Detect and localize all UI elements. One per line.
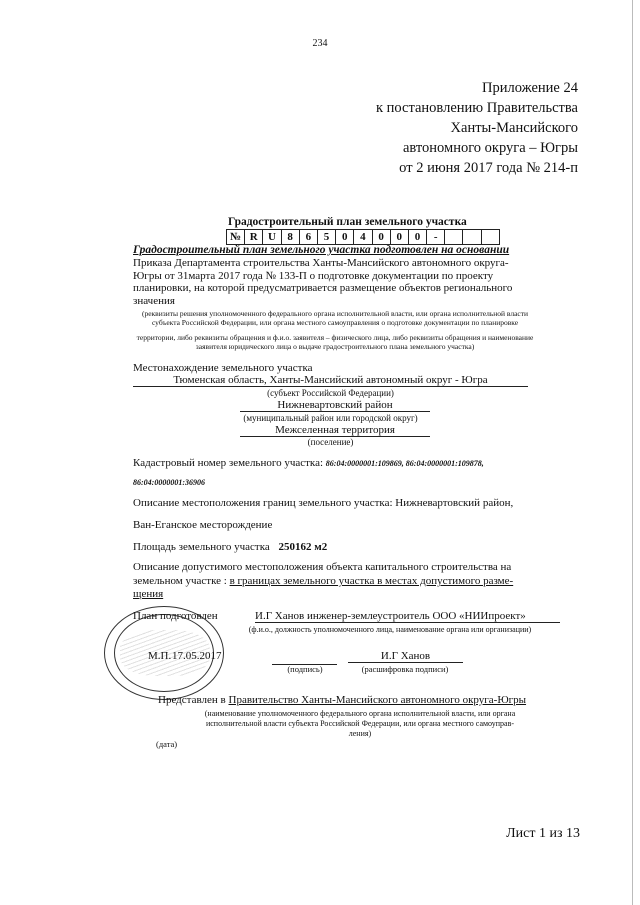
number-cell: 0 bbox=[336, 229, 354, 245]
number-cell: 5 bbox=[318, 229, 336, 245]
borders-line-1: Описание местоположения границ земельного участка: Нижневартовский район, bbox=[133, 497, 514, 509]
cadastral-value-2: 86:04:0000001:36906 bbox=[133, 478, 205, 487]
prepared-date: 17.05.2017 bbox=[172, 650, 222, 662]
page-number: 234 bbox=[312, 38, 328, 49]
submitted-label: Представлен в bbox=[158, 694, 226, 706]
appendix-line-2: к постановлению Правительства bbox=[376, 100, 578, 116]
borders-line-2: Ван-Еганское месторождение bbox=[133, 519, 273, 531]
placement-line-2 bbox=[133, 575, 513, 587]
number-cell: R bbox=[245, 229, 263, 245]
placement-underlined: в границах земельного участка в местах допустимого разме- bbox=[229, 575, 514, 587]
appendix-line-1: Приложение 24 bbox=[482, 80, 578, 96]
number-cell: 0 bbox=[391, 229, 409, 245]
number-cell bbox=[482, 229, 500, 245]
number-cell: - bbox=[427, 229, 445, 245]
area-label: Площадь земельного участка bbox=[133, 541, 270, 553]
number-cell: U bbox=[263, 229, 281, 245]
prepared-caption: (ф.и.о., должность уполномоченного лица, наименование органа или организации) bbox=[248, 625, 532, 634]
submitted-value: Правительство Ханты-Мансийского автономного округа-Югры bbox=[228, 694, 527, 706]
submitted-row bbox=[158, 694, 526, 706]
name-caption: (расшифровка подписи) bbox=[361, 664, 449, 674]
location-district-caption: (муниципальный район или городской округ) bbox=[243, 413, 418, 423]
appendix-line-5: от 2 июня 2017 года № 214-п bbox=[399, 160, 578, 176]
location-settlement: Межселенная территория bbox=[240, 424, 430, 437]
number-cell: 0 bbox=[409, 229, 427, 245]
submitted-caption-1: (наименование уполномоченного федерального органа исполнительной власти, или органа bbox=[204, 709, 516, 718]
page-edge-line bbox=[632, 0, 633, 905]
location-settlement-caption: (поселение) bbox=[307, 437, 354, 447]
cadastral-label: Кадастровый номер земельного участка: bbox=[133, 457, 324, 469]
area-value: 250162 м2 bbox=[278, 541, 328, 553]
basis-text: Приказа Департамента строительства Ханты-Мансийского автономного округа-Югры от 31марта 2017 года № 133-П о подготовке документации по проекту планировки, на которой предусматривается размещение объектов регионального значения bbox=[133, 257, 513, 307]
plan-number-grid bbox=[226, 229, 500, 245]
prepared-name: И.Г Ханов bbox=[348, 650, 463, 663]
basis-note-1: (реквизиты решения уполномоченного федерального органа исполнительной власти, или органа исполнительной власти субъекта Российской Федерации, или органа местного самоуправления о подготовке документации по планировке bbox=[141, 309, 529, 327]
location-district: Нижневартовский район bbox=[240, 399, 430, 412]
cadastral-value-1: 86:04:0000001:109869, 86:04:0000001:109878, bbox=[325, 459, 484, 468]
placement-prefix: земельном участке : bbox=[133, 575, 230, 587]
location-subject-caption: (субъект Российской Федерации) bbox=[267, 388, 394, 398]
number-cell: 0 bbox=[373, 229, 391, 245]
number-cell: 4 bbox=[354, 229, 372, 245]
appendix-header bbox=[258, 78, 578, 178]
placement-line-3: щения bbox=[133, 588, 164, 600]
submitted-date-caption: (дата) bbox=[156, 739, 178, 749]
number-cell: № bbox=[226, 229, 245, 245]
area-row bbox=[133, 541, 327, 553]
prepared-label: План подготовлен bbox=[133, 610, 218, 622]
appendix-line-4: автономного округа – Югры bbox=[402, 140, 578, 156]
number-cell: 6 bbox=[300, 229, 318, 245]
basis-heading: Градостроительный план земельного участка подготовлен на основании bbox=[133, 244, 510, 256]
location-subject: Тюменская область, Ханты-Мансийский автономный округ - Югра bbox=[133, 374, 528, 387]
basis-note-2: территории, либо реквизиты обращения и ф.и.о. заявителя – физического лица, либо реквизиты обращения и наименование заявителя юридического лица о выдаче градостроительного плана земельного участка) bbox=[136, 333, 534, 351]
sheet-counter: Лист 1 из 13 bbox=[506, 826, 580, 841]
signature-caption: (подпись) bbox=[287, 664, 323, 674]
cadastral-row bbox=[133, 457, 484, 469]
appendix-line-3: Ханты-Мансийского bbox=[450, 120, 578, 136]
number-cell bbox=[463, 229, 481, 245]
prepared-mp: М.П. bbox=[148, 650, 172, 662]
placement-line-1: Описание допустимого местоположения объекта капитального строительства на bbox=[133, 561, 512, 573]
document-title: Градостроительный план земельного участка bbox=[228, 216, 467, 228]
submitted-caption-2: исполнительной власти субъекта Российской Федерации, или органа местного самоуправ- bbox=[205, 719, 515, 728]
number-cell: 8 bbox=[282, 229, 300, 245]
number-cell bbox=[445, 229, 463, 245]
prepared-value: И.Г Ханов инженер-землеустроитель ООО «НИИпроект» bbox=[255, 610, 560, 623]
submitted-caption-3: ления) bbox=[348, 729, 372, 738]
location-label: Местонахождение земельного участка bbox=[133, 362, 313, 374]
